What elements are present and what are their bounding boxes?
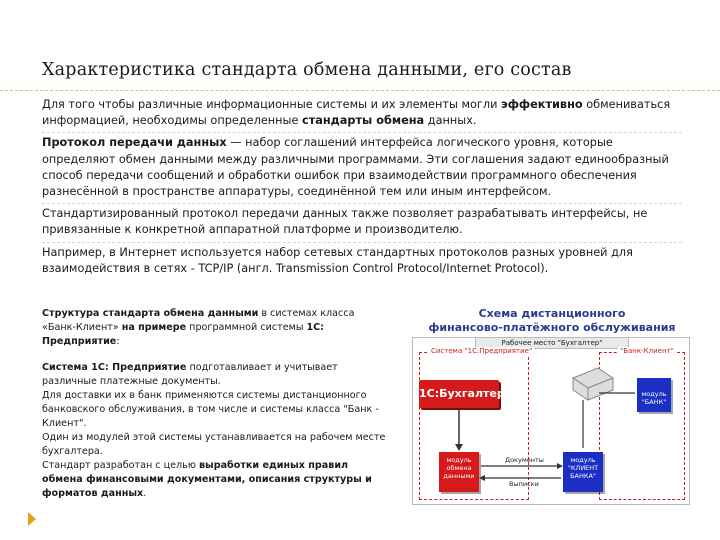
module-paragraph: Один из модулей этой системы устанавливается на рабочем месте бухгалтера. [42, 432, 386, 457]
diagram-connectors [413, 338, 689, 504]
diagram-frame [412, 337, 690, 505]
bank-client-module: модуль "КЛИЕНТ БАНКА" [563, 452, 603, 492]
structure-heading: Структура стандарта обмена данными в системах класса «Банк-Клиент» на примере программной системы 1С: Предприятие: [42, 308, 355, 347]
remote-service-diagram [412, 307, 692, 504]
paragraph-1: Для того чтобы различные информационные системы и их элементы могли эффективно обмениваться информацией, необходимы определенные стандарты обмена данных. [42, 95, 682, 133]
arrowhead-left [479, 475, 485, 481]
paragraph-2: Протокол передачи данных — набор соглашений интерфейса логического уровня, которые определяют обмен данными между различными программами. Эти соглашения задают единообразный способ передачи сообщений и обработки ошибок при взаимодействии программного обеспечения разнесённой в пространстве аппаратуры, соединённой тем или иным интерфейсом. [42, 133, 682, 204]
exchange-module: модуль обмена данными [439, 452, 479, 492]
slide-bullet-icon [28, 512, 36, 526]
diagram-title: Схема дистанционного финансово-платёжного обслуживания [428, 307, 676, 334]
standard-paragraph: Стандарт разработан с целью выработки единых правил обмена финансовыми документами, описания структуры и форматов данных. [42, 460, 372, 499]
system-1c-label: Система "1С:Предприятие" [431, 347, 533, 355]
arrowhead-down [455, 444, 463, 451]
structure-description [42, 307, 387, 501]
server-icon [573, 368, 613, 400]
arrowhead-right [557, 463, 563, 469]
delivery-paragraph: Для доставки их в банк применяются системы дистанционного банковского обслуживания, в том числе и системы класса "Банк - Клиент". [42, 390, 379, 429]
workplace-label: Рабочее место "Бухгалтер" [475, 337, 629, 349]
statements-label: Выписки [509, 480, 539, 488]
page-title: Характеристика стандарта обмена данными, его состав [42, 60, 572, 80]
bank-module: модуль "БАНК" [637, 378, 671, 412]
accounting-module: 1С:Бухгалтерия [419, 380, 499, 408]
documents-label: Документы [505, 456, 544, 464]
bank-client-label: "Банк-Клиент" [620, 347, 674, 355]
system-paragraph: Система 1С: Предприятие подготавливает и учитывает различные платежные документы. [42, 362, 338, 387]
paragraph-4: Например, в Интернет используется набор сетевых стандартных протоколов разных уровней для взаимодействия в сетях - TCP/IP (англ. Transmission Control Protocol/Internet Protocol). [42, 245, 633, 275]
main-text [42, 95, 682, 280]
paragraph-3: Стандартизированный протокол передачи данных также позволяет разрабатывать интерфейсы, не привязанные к конкретной аппаратной платформе и производителю. [42, 204, 682, 242]
title-divider [0, 90, 720, 91]
